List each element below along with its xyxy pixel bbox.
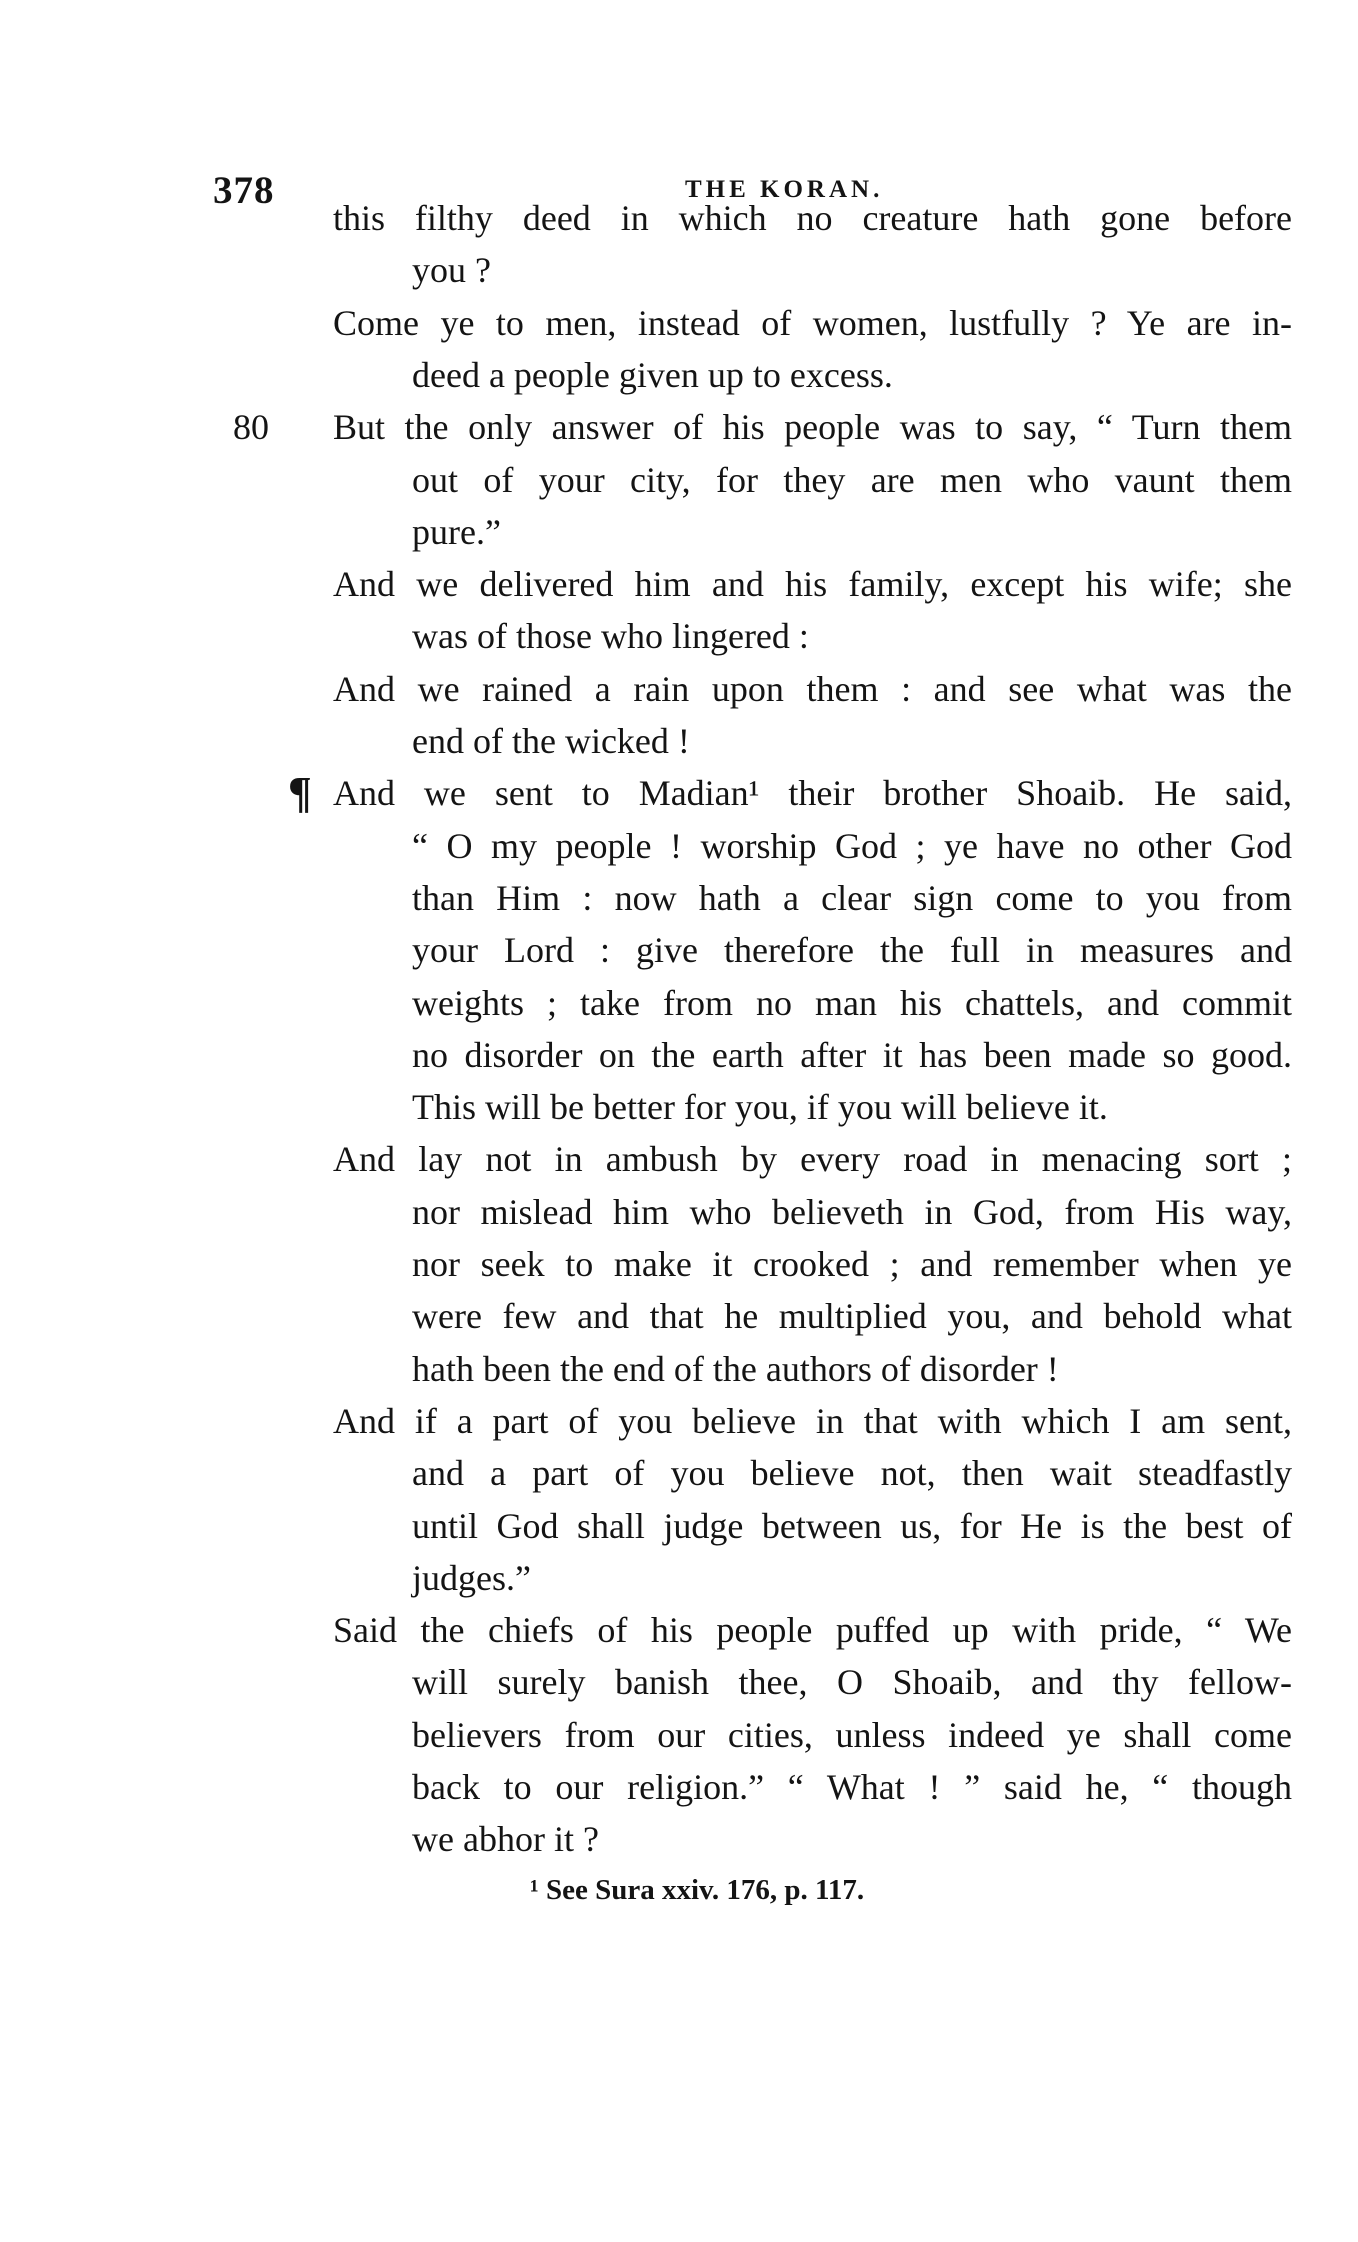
section-marker: ¶ (288, 768, 312, 818)
text-line: And we sent to Madian¹ their brother Shoaib. He said, (333, 773, 1292, 814)
text-line: And we delivered him and his family, except his wife; she (333, 564, 1292, 605)
text-line: And we rained a rain upon them : and see what was the (333, 668, 1292, 709)
text-line: no disorder on the earth after it has been made so good. (412, 1034, 1292, 1075)
text-line: back to our religion.” “ What ! ” said he, “ though (412, 1767, 1292, 1807)
text-line: this filthy deed in which no creature hath gone before (333, 198, 1292, 238)
text-line: hath been the end of the authors of disorder ! (412, 1348, 1059, 1389)
text-line: believers from our cities, unless indeed ye shall come (412, 1714, 1292, 1755)
text-line: judges.” (412, 1557, 531, 1598)
text-line: And lay not in ambush by every road in menacing sort ; (333, 1139, 1292, 1180)
text-line: out of your city, for they are men who vaunt them (412, 459, 1292, 500)
text-line: Come ye to men, instead of women, lustfully ? Ye are in- (333, 302, 1292, 343)
text-line: And if a part of you believe in that with which I am sent, (333, 1400, 1292, 1441)
text-line: This will be better for you, if you will believe it. (412, 1087, 1108, 1128)
text-line: deed a people given up to excess. (412, 354, 893, 395)
text-line: your Lord : give therefore the full in measures and (412, 930, 1292, 971)
text-line: we abhor it ? (412, 1819, 599, 1860)
text-line: weights ; take from no man his chattels, and commit (412, 982, 1292, 1023)
text-line: and a part of you believe not, then wait steadfastly (412, 1453, 1292, 1494)
text-line: than Him : now hath a clear sign come to you from (412, 877, 1292, 918)
verse-number: 80 (233, 407, 269, 448)
text-line: will surely banish thee, O Shoaib, and thy fellow- (412, 1662, 1292, 1703)
text-line: Said the chiefs of his people puffed up with pride, “ We (333, 1610, 1292, 1651)
text-line: pure.” (412, 511, 501, 552)
text-line: were few and that he multiplied you, and behold what (412, 1296, 1292, 1337)
text-line: you ? (412, 250, 491, 291)
page-number: 378 (213, 169, 275, 212)
text-line: nor seek to make it crooked ; and remember when ye (412, 1244, 1292, 1284)
text-line: “ O my people ! worship God ; ye have no other God (412, 825, 1292, 866)
text-line: But the only answer of his people was to say, “ Turn them (333, 407, 1292, 448)
running-title: THE KORAN. (685, 176, 884, 203)
text-line: nor mislead him who believeth in God, from His way, (412, 1191, 1292, 1232)
text-line: was of those who lingered : (412, 616, 809, 657)
text-line: until God shall judge between us, for He is the best of (412, 1505, 1292, 1546)
text-line: end of the wicked ! (412, 721, 690, 761)
footnote: ¹ See Sura xxiv. 176, p. 117. (530, 1873, 865, 1906)
